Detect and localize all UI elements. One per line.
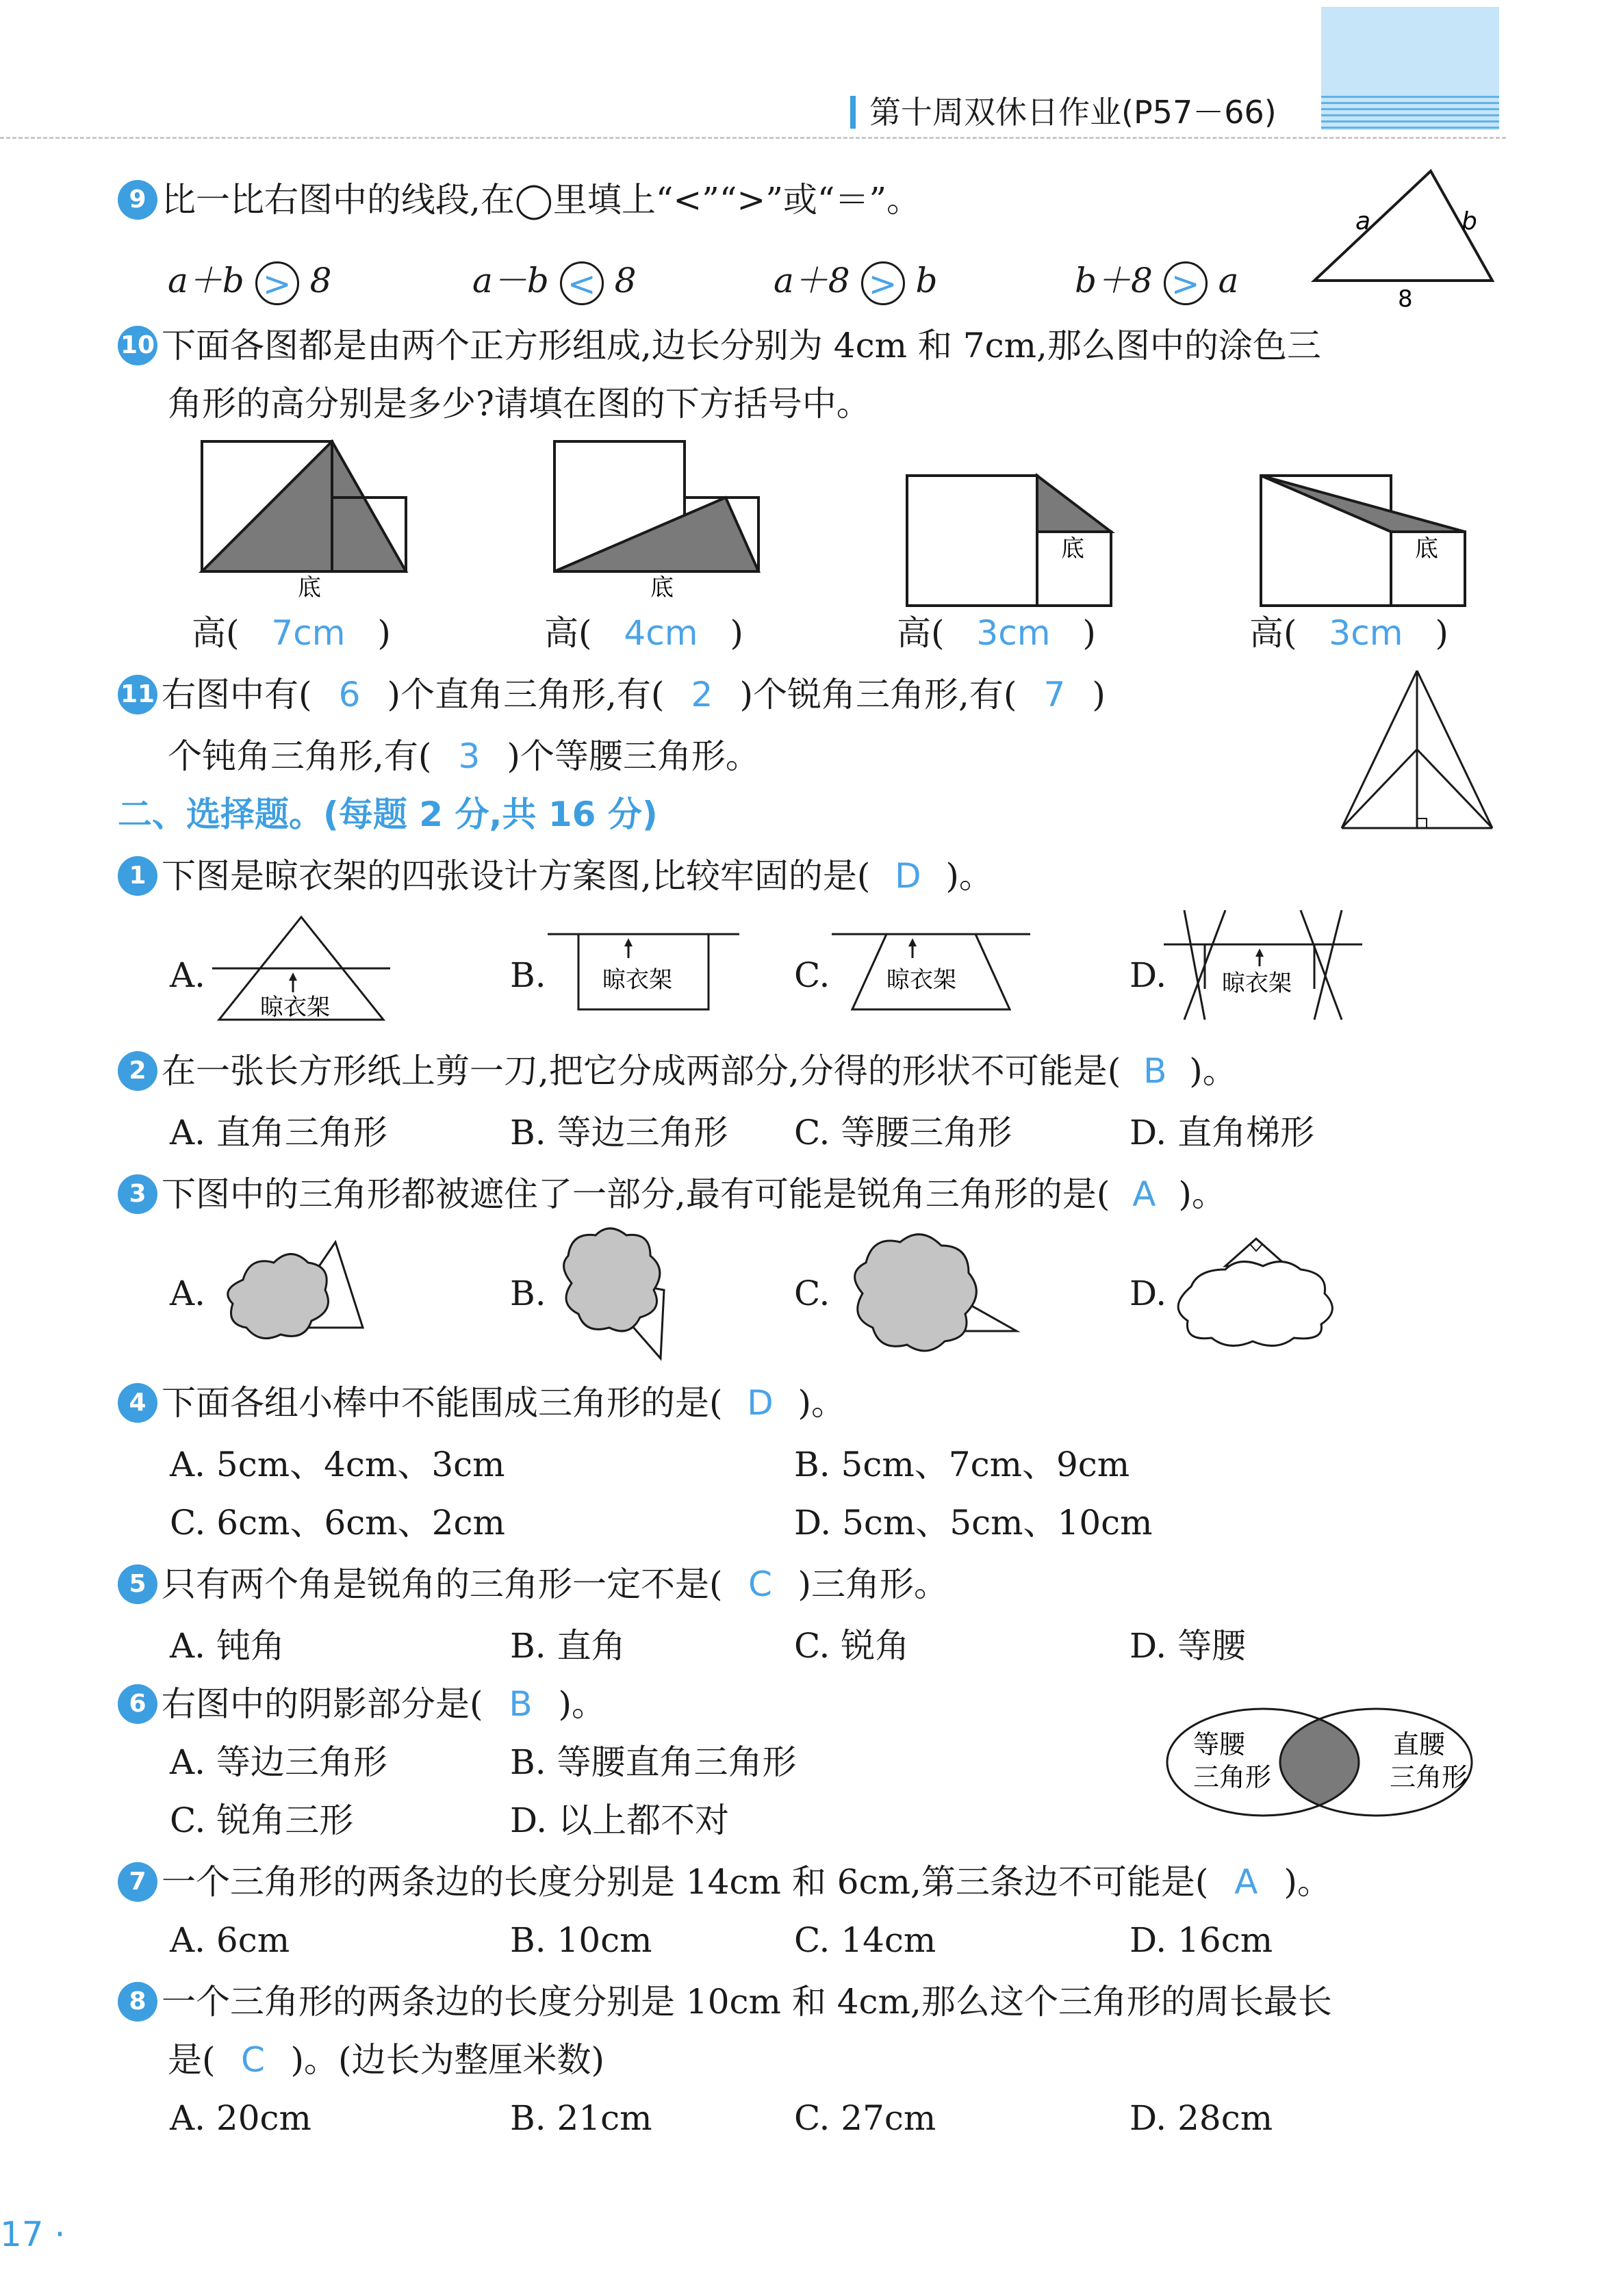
- section-2-title: 二、选择题。(每题 2 分,共 16 分): [118, 795, 658, 834]
- c1-label-a: A.: [170, 955, 206, 995]
- c4-option-d[interactable]: D. 5cm、5cm、10cm: [794, 1503, 1153, 1543]
- q10-fig1-base-label: 底: [298, 574, 321, 602]
- q11-line-2: 个钝角三角形,有( 3 )个等腰三角形。: [168, 736, 760, 776]
- c4-line: 4 下面各组小棒中不能围成三角形的是( D )。: [118, 1382, 845, 1426]
- q11-number: 11: [118, 675, 157, 714]
- q10-figure-1: [202, 441, 421, 606]
- c6-option-c[interactable]: C. 锐角三形: [170, 1801, 354, 1840]
- c1-line: 1 下图是晾衣架的四张设计方案图,比较牢固的是( D )。: [118, 855, 993, 899]
- c3-figure-b: [548, 1228, 705, 1365]
- svg-text:晾衣架: 晾衣架: [602, 966, 672, 994]
- c8-option-c[interactable]: C. 27cm: [794, 2098, 936, 2138]
- q10-answer-1: 高( 7cm ): [192, 613, 391, 653]
- q10-number: 10: [118, 326, 157, 365]
- c6-option-b[interactable]: B. 等腰直角三角形: [510, 1742, 797, 1782]
- q10-answer-value-1[interactable]: 7cm: [271, 613, 346, 653]
- c3-label-a: A.: [170, 1274, 206, 1313]
- c5-option-c[interactable]: C. 锐角: [794, 1626, 910, 1666]
- q10-answer-value-3[interactable]: 3cm: [976, 613, 1051, 653]
- q11-triangle-figure: [1342, 671, 1499, 835]
- q10-answer-value-4[interactable]: 3cm: [1329, 613, 1403, 653]
- c8-line-1: 8 一个三角形的两条边的长度分别是 10cm 和 4cm,那么这个三角形的周长最长: [118, 1981, 1332, 2024]
- q9-item-1: a＋b > 8: [168, 261, 332, 304]
- venn-left-label-1: 等腰: [1193, 1729, 1246, 1759]
- svg-text:晾衣架: 晾衣架: [1222, 970, 1292, 997]
- c3-label-b: B.: [510, 1274, 546, 1313]
- q9-fig-label-base: 8: [1398, 285, 1413, 313]
- q11-line-1: 11 右图中有( 6 )个直角三角形,有( 2 )个锐角三角形,有( 7 ): [118, 674, 1106, 717]
- c2-option-b[interactable]: B. 等边三角形: [510, 1113, 728, 1152]
- c2-line: 2 在一张长方形纸上剪一刀,把它分成两部分,分得的形状不可能是( B )。: [118, 1050, 1237, 1094]
- q10-answer-3: 高( 3cm ): [897, 613, 1096, 653]
- c5-option-b[interactable]: B. 直角: [510, 1626, 626, 1666]
- c4-option-c[interactable]: C. 6cm、6cm、2cm: [170, 1503, 505, 1543]
- c4-option-b[interactable]: B. 5cm、7cm、9cm: [794, 1445, 1130, 1484]
- c1-label-d: D.: [1130, 955, 1167, 995]
- q10-line-2: 角形的高分别是多少?请填在图的下方括号中。: [168, 384, 871, 424]
- c8-option-a[interactable]: A. 20cm: [170, 2098, 311, 2138]
- c1-rack-a: [212, 914, 397, 1030]
- q9-number: 9: [118, 180, 157, 220]
- c8-line-2: 是( C )。(边长为整厘米数): [168, 2040, 605, 2080]
- c4-option-a[interactable]: A. 5cm、4cm、3cm: [170, 1445, 505, 1484]
- q10-figure-2: [554, 441, 774, 606]
- c1-label-c: C.: [794, 955, 830, 995]
- header-bar: [850, 96, 856, 129]
- c6-line: 6 右图中的阴影部分是( B )。: [118, 1684, 606, 1727]
- c7-option-d[interactable]: D. 16cm: [1130, 1920, 1273, 1960]
- venn-right-label-2: 三角形: [1390, 1762, 1468, 1792]
- c7-answer[interactable]: A: [1234, 1862, 1258, 1902]
- q10-fig3-base-label: 底: [1061, 535, 1084, 563]
- c5-line: 5 只有两个角是锐角的三角形一定不是( C )三角形。: [118, 1564, 948, 1607]
- c7-option-c[interactable]: C. 14cm: [794, 1920, 936, 1960]
- q10-fig2-base-label: 底: [650, 574, 674, 602]
- c6-venn-diagram: [1167, 1704, 1496, 1827]
- c1-label-b: B.: [510, 955, 546, 995]
- c3-answer[interactable]: A: [1132, 1174, 1156, 1214]
- c2-answer[interactable]: B: [1143, 1051, 1167, 1091]
- c3-figure-c: [839, 1228, 1030, 1365]
- header-stripes: [1321, 96, 1499, 130]
- q9-line: [118, 179, 921, 222]
- q9-answer-circle-3[interactable]: >: [861, 261, 905, 305]
- q9-answer-circle-1[interactable]: >: [255, 261, 299, 305]
- c3-line: 3 下图中的三角形都被遮住了一部分,最有可能是锐角三角形的是( A )。: [118, 1174, 1226, 1217]
- c7-option-a[interactable]: A. 6cm: [170, 1920, 290, 1960]
- c2-option-d[interactable]: D. 直角梯形: [1130, 1113, 1315, 1152]
- c7-option-b[interactable]: B. 10cm: [510, 1920, 652, 1960]
- q9-item-2: a－b < 8: [472, 261, 637, 304]
- q10-fig4-base-label: 底: [1415, 535, 1438, 563]
- q10-answer-value-2[interactable]: 4cm: [624, 613, 698, 653]
- c8-option-b[interactable]: B. 21cm: [510, 2098, 652, 2138]
- page-number: 17 ·: [0, 2215, 66, 2254]
- venn-right-label-1: 直腰: [1393, 1729, 1446, 1759]
- header-dash-line: [0, 137, 1506, 139]
- q9-text: 比一比右图中的线段,在◯里填上“<”“>”或“＝”。: [162, 180, 921, 220]
- q9-triangle-figure: [1307, 164, 1513, 315]
- c8-answer[interactable]: C: [241, 2040, 265, 2080]
- q9-item-4: b＋8 > a: [1075, 261, 1239, 304]
- c3-label-c: C.: [794, 1274, 830, 1313]
- q9-fig-label-a: a: [1355, 207, 1371, 235]
- c6-answer[interactable]: B: [509, 1684, 533, 1724]
- q10-answer-2: 高( 4cm ): [544, 613, 743, 653]
- c1-rack-b: [548, 927, 746, 1023]
- q9-answer-circle-4[interactable]: >: [1164, 261, 1208, 305]
- c1-rack-c: [832, 927, 1037, 1023]
- svg-text:晾衣架: 晾衣架: [260, 994, 330, 1021]
- q10-line-1: 10 下面各图都是由两个正方形组成,边长分别为 4cm 和 7cm,那么图中的涂色三: [118, 325, 1321, 368]
- q9-answer-circle-2[interactable]: <: [560, 261, 604, 305]
- q9-item-3: a＋8 > b: [774, 261, 938, 304]
- c3-figure-d: [1164, 1239, 1342, 1376]
- c1-answer[interactable]: D: [895, 856, 921, 896]
- c6-option-d[interactable]: D. 以上都不对: [510, 1801, 730, 1840]
- c7-line: 7 一个三角形的两条边的长度分别是 14cm 和 6cm,第三条边不可能是( A )。: [118, 1861, 1331, 1905]
- q9-fig-label-b: b: [1462, 207, 1477, 235]
- c1-rack-d: [1164, 910, 1369, 1027]
- c8-option-d[interactable]: D. 28cm: [1130, 2098, 1273, 2138]
- q11-answer-3[interactable]: 7: [1043, 675, 1066, 714]
- c4-answer[interactable]: D: [747, 1383, 774, 1423]
- c6-option-a[interactable]: A. 等边三角形: [170, 1742, 387, 1782]
- c3-figure-a: [216, 1239, 373, 1348]
- q11-answer-4[interactable]: 3: [458, 736, 481, 776]
- c2-option-a[interactable]: A. 直角三角形: [170, 1113, 387, 1152]
- q11-answer-2[interactable]: 2: [691, 675, 713, 714]
- c5-option-d[interactable]: D. 等腰: [1130, 1626, 1247, 1666]
- c2-option-c[interactable]: C. 等腰三角形: [794, 1113, 1012, 1152]
- q10-answer-4: 高( 3cm ): [1249, 613, 1449, 653]
- c3-label-d: D.: [1130, 1274, 1167, 1313]
- c5-answer[interactable]: C: [748, 1564, 772, 1604]
- header-title: 第十周双休日作业(P57－66): [869, 94, 1277, 131]
- c5-option-a[interactable]: A. 钝角: [170, 1626, 285, 1666]
- q11-answer-1[interactable]: 6: [338, 675, 361, 714]
- svg-text:晾衣架: 晾衣架: [886, 966, 956, 994]
- venn-left-label-2: 三角形: [1193, 1762, 1272, 1792]
